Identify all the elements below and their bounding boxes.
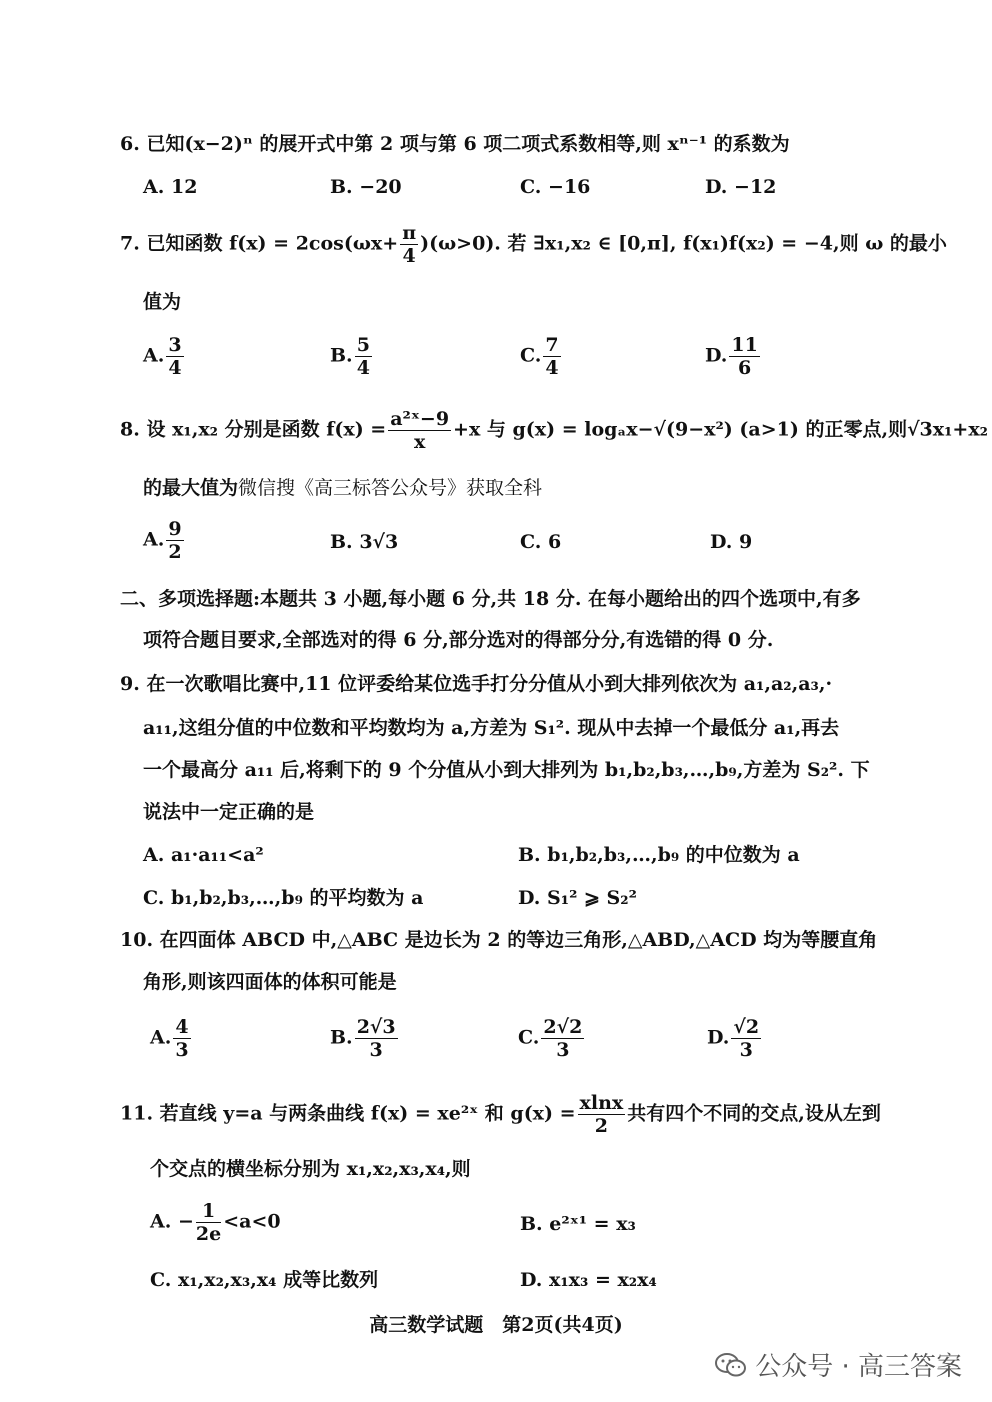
q11-fraction (578, 1092, 626, 1137)
q8-option-d-label: D. (710, 531, 733, 553)
q10-option-d (707, 1016, 763, 1061)
q10-line1: 10. 在四面体 ABCD 中,△ABC 是边长为 2 的等边三角形,△ABD,△ACD 均为等腰直角 (120, 929, 878, 951)
q11-option-a-prefix: A. − (150, 1210, 194, 1233)
q8-inline-watermark: 微信搜《高三标答公众号》获取全科 (238, 477, 543, 499)
q9-option-b: B. b₁,b₂,b₃,…,b₉ 的中位数为 a (518, 844, 800, 866)
q10-option-b-label: B. (330, 1026, 353, 1049)
q8-frac-num: a²ˣ−9 (390, 408, 450, 430)
q7-option-c-den: 4 (545, 357, 559, 379)
q10-option-b-den: 3 (369, 1039, 383, 1061)
q7-option-b-label: B. (330, 344, 353, 367)
q8-option-c-label: C. (520, 531, 542, 553)
q7-option-b-num: 5 (356, 334, 370, 356)
q9-option-c: C. b₁,b₂,b₃,…,b₉ 的平均数为 a (143, 887, 424, 909)
q8-stem-part2: +x 与 g(x) = logₐx−√(9−x²) (a>1) 的正零点,则√3x₁+x₂ (453, 418, 988, 441)
q7-fraction (400, 222, 418, 267)
q7-option-d-label: D. (705, 344, 728, 367)
q11-option-c: C. x₁,x₂,x₃,x₄ 成等比数列 (150, 1269, 379, 1291)
q11-option-a-suffix: <a<0 (223, 1210, 281, 1233)
q10-option-d-num: √2 (733, 1016, 760, 1038)
q8-frac-den: x (413, 431, 426, 453)
q6-option-a: A. 12 (143, 176, 198, 198)
q11-option-b: B. e²ˣ¹ = x₃ (520, 1213, 636, 1235)
q7-stem (120, 222, 947, 267)
q10-option-c (518, 1016, 586, 1061)
q8-option-b-label: B. (330, 531, 353, 553)
q7-option-d (705, 334, 762, 379)
q8-option-d-text: 9 (739, 531, 753, 553)
q8-fraction (388, 408, 451, 453)
q8-stem-line2 (143, 476, 542, 500)
q10-line2: 角形,则该四面体的体积可能是 (143, 971, 397, 993)
section2-heading-line2: 项符合题目要求,全部选对的得 6 分,部分选对的得部分分,有选错的得 0 分. (143, 629, 774, 651)
q10-option-d-den: 3 (739, 1039, 753, 1061)
q8-option-a-label: A. (143, 528, 165, 551)
q10-option-c-label: C. (518, 1026, 540, 1049)
q11-option-a-den: 2e (195, 1223, 222, 1245)
q9-line2: a₁₁,这组分值的中位数和平均数均为 a,方差为 S₁². 现从中去掉一个最低分 a₁,再去 (143, 717, 840, 739)
page-footer: 高三数学试题 第2页(共4页) (369, 1314, 623, 1336)
q7-option-b (330, 334, 374, 379)
q7-option-a (143, 334, 186, 379)
q7-frac-den: 4 (402, 245, 416, 267)
q6-stem: 6. 已知(x−2)ⁿ 的展开式中第 2 项与第 6 项二项式系数相等,则 xⁿ⁻¹ 的系数为 (120, 133, 790, 155)
q6-option-d: D. −12 (705, 176, 777, 198)
q7-option-d-num: 11 (731, 334, 758, 356)
q8-option-c-text: 6 (548, 531, 562, 553)
q11-stem-part1: 11. 若直线 y=a 与两条曲线 f(x) = xe²ˣ 和 g(x) = (120, 1102, 576, 1125)
q8-stem-line2-text: 的最大值为 (143, 477, 239, 499)
q7-option-d-den: 6 (738, 357, 752, 379)
q11-line2: 个交点的横坐标分别为 x₁,x₂,x₃,x₄,则 (150, 1158, 471, 1180)
q7-option-c (520, 334, 563, 379)
q8-option-d (710, 530, 752, 554)
q6-option-b: B. −20 (330, 176, 402, 198)
q7-stem-part2: )(ω>0). 若 ∃x₁,x₂ ∈ [0,π], f(x₁)f(x₂) = −4,则 ω 的最小 (420, 232, 947, 255)
q10-option-b (330, 1016, 400, 1061)
q10-option-a-num: 4 (175, 1016, 189, 1038)
q9-line1: 9. 在一次歌唱比赛中,11 位评委给某位选手打分分值从小到大排列依次为 a₁,a₂,a₃,· (120, 673, 833, 695)
q7-stem-part1: 7. 已知函数 f(x) = 2cos(ωx+ (120, 232, 399, 255)
q10-option-c-den: 3 (556, 1039, 570, 1061)
q7-option-a-num: 3 (168, 334, 182, 356)
q7-option-a-den: 4 (168, 357, 182, 379)
q11-stem (120, 1092, 881, 1137)
q9-line4: 说法中一定正确的是 (143, 801, 315, 823)
watermark-text: 公众号 · 高三答案 (755, 1352, 962, 1382)
q11-frac-den: 2 (594, 1115, 608, 1137)
q8-option-a-num: 9 (168, 518, 182, 540)
q11-option-d: D. x₁x₃ = x₂x₄ (520, 1269, 657, 1291)
q10-option-a-den: 3 (175, 1039, 189, 1061)
q9-option-a: A. a₁·a₁₁<a² (143, 844, 264, 866)
q8-stem (120, 408, 988, 453)
q10-option-c-num: 2√2 (543, 1016, 583, 1038)
q6-option-c: C. −16 (520, 176, 591, 198)
q7-stem-line2: 值为 (143, 291, 182, 313)
q7-option-a-label: A. (143, 344, 165, 367)
q11-frac-num: xlnx (579, 1092, 624, 1114)
q7-option-c-num: 7 (545, 334, 559, 356)
q8-option-c (520, 530, 561, 554)
q11-option-a (150, 1200, 281, 1245)
q10-option-b-num: 2√3 (356, 1016, 396, 1038)
q9-line3: 一个最高分 a₁₁ 后,将剩下的 9 个分值从小到大排列为 b₁,b₂,b₃,…,b₉,方差为 S₂². 下 (143, 759, 870, 781)
q7-option-c-label: C. (520, 344, 542, 367)
q10-option-a-label: A. (150, 1026, 172, 1049)
wechat-icon (715, 1352, 747, 1378)
q11-stem-part2: 共有四个不同的交点,设从左到 (627, 1102, 881, 1125)
q8-option-b-text: 3√3 (359, 531, 399, 553)
q10-option-a (150, 1016, 193, 1061)
q8-option-b (330, 530, 398, 554)
q10-option-d-label: D. (707, 1026, 730, 1049)
q7-frac-num: π (402, 222, 417, 244)
q11-option-a-num: 1 (196, 1200, 221, 1223)
q8-option-a-den: 2 (168, 541, 182, 563)
q8-option-a (143, 518, 186, 563)
section2-heading-line1: 二、多项选择题:本题共 3 小题,每小题 6 分,共 18 分. 在每小题给出的四个选项中,有多 (120, 588, 861, 610)
watermark (715, 1346, 962, 1383)
q9-option-d: D. S₁² ⩾ S₂² (518, 887, 637, 909)
q7-option-b-den: 4 (356, 357, 370, 379)
q8-stem-part1: 8. 设 x₁,x₂ 分别是函数 f(x) = (120, 418, 387, 441)
